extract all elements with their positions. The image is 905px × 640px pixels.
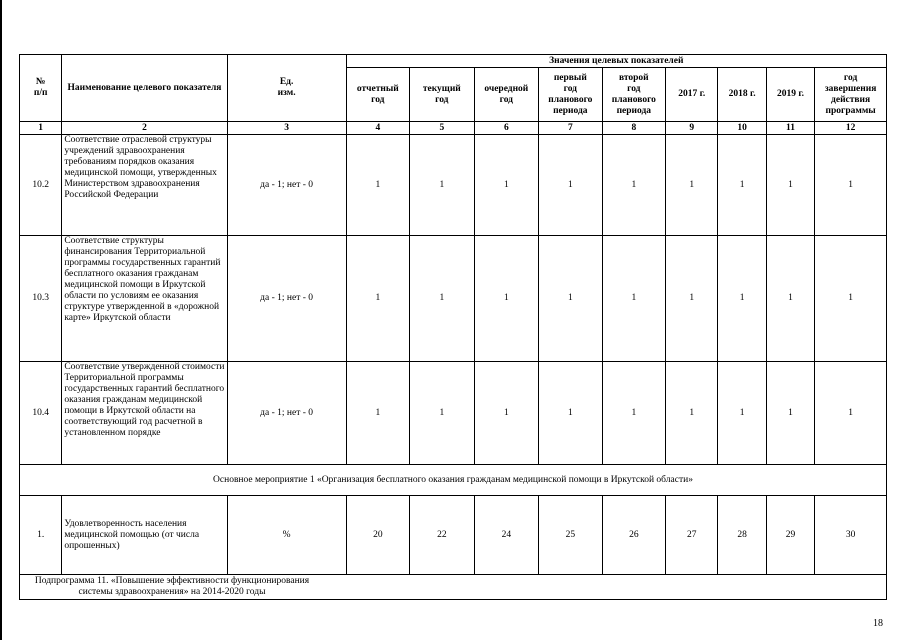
- header-period: текущий год: [410, 68, 475, 122]
- subprogram-text: Подпрограмма 11. «Повышение эффективности функционирования системы здравоохранения» на 2014-2020 годы: [34, 576, 310, 597]
- page-number: 18: [873, 618, 883, 629]
- value-cell: 1: [410, 236, 475, 362]
- header-period: 2019 г.: [766, 68, 814, 122]
- header-period: год завершения действия программы: [815, 68, 887, 122]
- column-number: 8: [602, 122, 666, 135]
- value-cell: 29: [766, 496, 814, 575]
- column-number: 5: [410, 122, 475, 135]
- value-cell: 1: [346, 362, 410, 465]
- value-cell: 1: [410, 135, 475, 236]
- header-period: очередной год: [474, 68, 539, 122]
- header-period: второй год планового периода: [602, 68, 666, 122]
- value-cell: 30: [815, 496, 887, 575]
- value-cell: 1: [815, 362, 887, 465]
- value-cell: 20: [346, 496, 410, 575]
- value-cell: 25: [539, 496, 603, 575]
- column-number: 12: [815, 122, 887, 135]
- value-cell: 1: [474, 135, 539, 236]
- row-unit: да - 1; нет - 0: [227, 362, 346, 465]
- header-unit: Ед. изм.: [227, 55, 346, 122]
- row-num: 10.2: [20, 135, 62, 236]
- value-cell: 27: [666, 496, 718, 575]
- header-period: 2017 г.: [666, 68, 718, 122]
- column-number: 9: [666, 122, 718, 135]
- value-cell: 1: [815, 135, 887, 236]
- value-cell: 1: [346, 135, 410, 236]
- value-cell: 1: [602, 135, 666, 236]
- value-cell: 1: [539, 135, 603, 236]
- header-period: отчетный год: [346, 68, 410, 122]
- value-cell: 1: [766, 362, 814, 465]
- header-num: № п/п: [20, 55, 62, 122]
- column-number: 11: [766, 122, 814, 135]
- subprogram-title: [20, 575, 887, 600]
- value-cell: 22: [410, 496, 475, 575]
- value-cell: 1: [666, 135, 718, 236]
- value-cell: 1: [766, 135, 814, 236]
- value-cell: 1: [474, 362, 539, 465]
- value-cell: 1: [815, 236, 887, 362]
- header-period: первый год планового периода: [539, 68, 603, 122]
- column-number: 1: [20, 122, 62, 135]
- activity-title: Основное мероприятие 1 «Организация бесплатного оказания гражданам медицинской помощи в Иркутской области»: [20, 465, 887, 496]
- row-num: 10.4: [20, 362, 62, 465]
- target-indicators-table: [19, 54, 887, 600]
- value-cell: 1: [718, 135, 766, 236]
- column-number: 4: [346, 122, 410, 135]
- value-cell: 1: [602, 236, 666, 362]
- value-cell: 1: [666, 362, 718, 465]
- header-period: 2018 г.: [718, 68, 766, 122]
- table-row: [20, 496, 887, 575]
- indicator-name: Соответствие отраслевой структуры учреждений здравоохранения требованиям порядков оказания медицинской помощи, утвержденных Министерством здравоохранения Российской Федерации: [62, 135, 227, 236]
- value-cell: 1: [766, 236, 814, 362]
- value-cell: 1: [602, 362, 666, 465]
- value-cell: 24: [474, 496, 539, 575]
- indicator-name: Соответствие утвержденной стоимости Территориальной программы государственных гарантий бесплатного оказания гражданам медицинской помощи в Иркутской области на соответствующий год расчетной в установленном порядке: [62, 362, 227, 465]
- column-number: 2: [62, 122, 227, 135]
- indicator-name: Удовлетворенность населения медицинской помощью (от числа опрошенных): [62, 496, 227, 575]
- row-unit: да - 1; нет - 0: [227, 135, 346, 236]
- value-cell: 1: [410, 362, 475, 465]
- value-cell: 1: [539, 236, 603, 362]
- column-number: 3: [227, 122, 346, 135]
- column-number: 10: [718, 122, 766, 135]
- header-name: Наименование целевого показателя: [62, 55, 227, 122]
- value-cell: 1: [718, 236, 766, 362]
- value-cell: 1: [718, 362, 766, 465]
- table-row: [20, 236, 887, 362]
- row-num: 1.: [20, 496, 62, 575]
- value-cell: 1: [666, 236, 718, 362]
- row-unit: %: [227, 496, 346, 575]
- value-cell: 1: [474, 236, 539, 362]
- table-row: [20, 362, 887, 465]
- indicator-name: Соответствие структуры финансирования Территориальной программы государственных гарантий бесплатного оказания гражданам медицинской помощи в Иркутской области по условиям ее оказания структуре утвержденной в «дорожной карте» Иркутской области: [62, 236, 227, 362]
- column-number: 7: [539, 122, 603, 135]
- value-cell: 1: [346, 236, 410, 362]
- header-values-group: Значения целевых показателей: [346, 55, 886, 68]
- row-num: 10.3: [20, 236, 62, 362]
- row-unit: да - 1; нет - 0: [227, 236, 346, 362]
- value-cell: 28: [718, 496, 766, 575]
- value-cell: 26: [602, 496, 666, 575]
- column-number: 6: [474, 122, 539, 135]
- value-cell: 1: [539, 362, 603, 465]
- table-row: [20, 135, 887, 236]
